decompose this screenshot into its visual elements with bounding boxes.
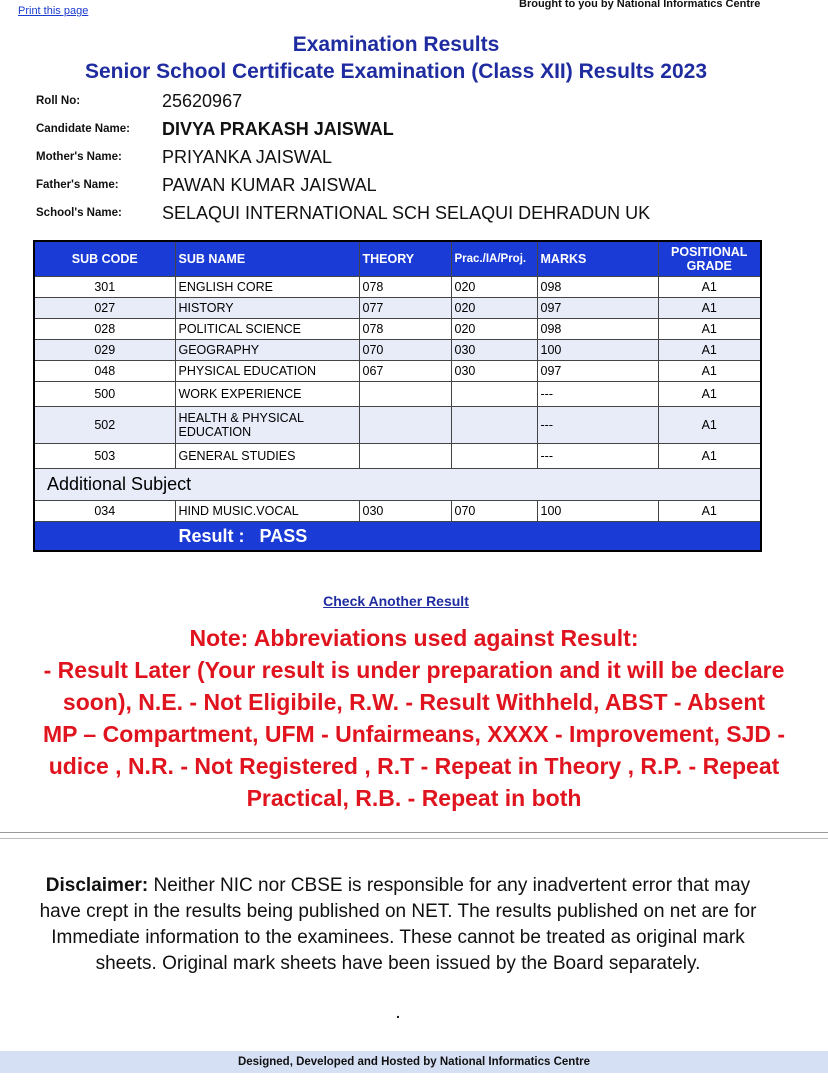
practical-cell [451,382,537,407]
sub-code-cell: 502 [34,407,175,444]
result-spacer-cell [34,522,175,552]
sub-code-cell: 048 [34,361,175,382]
practical-cell: 070 [451,501,537,522]
table-row [34,361,761,382]
col-header-sub-code: SUB CODE [34,241,175,277]
sub-code-cell: 034 [34,501,175,522]
school-name-value: SELAQUI INTERNATIONAL SCH SELAQUI DEHRADUN UK [162,202,651,223]
theory-cell [359,407,451,444]
note-line: MP – Compartment, UFM - Unfairmeans, XXXX - Improvement, SJD - [42,721,786,747]
theory-cell [359,444,451,469]
footer-bar: Designed, Developed and Hosted by National Informatics Centre [0,1051,828,1073]
sub-name-cell: PHYSICAL EDUCATION [175,361,359,382]
marks-cell: --- [537,407,658,444]
father-name-value: PAWAN KUMAR JAISWAL [162,174,377,195]
brought-by-text: Brought to you by National Informatics Centre [519,0,761,10]
table-header-row [34,241,761,277]
marks-cell: 097 [537,361,658,382]
school-name-label: School's Name: [36,207,122,219]
school-name-row [36,200,650,226]
table-row [34,319,761,340]
practical-cell: 020 [451,298,537,319]
sub-name-cell: WORK EXPERIENCE [175,382,359,407]
candidate-name-value: DIVYA PRAKASH JAISWAL [162,118,394,139]
grade-cell: A1 [658,319,761,340]
theory-cell: 067 [359,361,451,382]
sub-code-cell: 028 [34,319,175,340]
sub-code-cell: 503 [34,444,175,469]
col-header-grade: POSITIONAL GRADE [658,241,761,277]
result-cell [175,522,761,552]
table-row [34,277,761,298]
father-name-label: Father's Name: [36,179,119,191]
additional-subject-label: Additional Subject [34,469,761,501]
note-line: - Result Later (Your result is under preparation and it will be declare [43,657,785,683]
marks-cell: 098 [537,319,658,340]
sub-name-cell: GENERAL STUDIES [175,444,359,469]
practical-cell [451,407,537,444]
note-line: Practical, R.B. - Repeat in both [246,785,582,811]
practical-cell [451,444,537,469]
theory-cell: 030 [359,501,451,522]
practical-cell: 030 [451,361,537,382]
sub-name-cell: HEALTH & PHYSICAL EDUCATION [175,407,359,444]
page-title: Examination Results [292,33,500,56]
note-heading: Note: Abbreviations used against Result: [189,625,639,651]
grade-cell: A1 [658,298,761,319]
marks-cell: --- [537,444,658,469]
theory-cell: 078 [359,277,451,298]
grade-cell: A1 [658,340,761,361]
mother-name-label: Mother's Name: [36,151,122,163]
page-subtitle: Senior School Certificate Examination (Class XII) Results 2023 [84,60,708,83]
disclaimer-text [30,873,766,977]
mother-name-row [36,144,332,170]
grade-cell: A1 [658,361,761,382]
divider [0,832,828,833]
roll-value: 25620967 [162,90,243,111]
results-table [33,240,762,552]
sub-name-cell: POLITICAL SCIENCE [175,319,359,340]
candidate-name-label: Candidate Name: [36,123,130,135]
theory-cell [359,382,451,407]
practical-cell: 020 [451,319,537,340]
table-row [34,501,761,522]
roll-row [36,88,242,114]
table-row [34,340,761,361]
col-header-theory: THEORY [359,241,451,277]
print-page-link[interactable]: Print this page [18,5,89,17]
practical-cell: 020 [451,277,537,298]
practical-cell: 030 [451,340,537,361]
note-line: udice , N.R. - Not Registered , R.T - Repeat in Theory , R.P. - Repeat [48,753,780,779]
table-row [34,444,761,469]
grade-cell: A1 [658,444,761,469]
col-header-practical: Prac./IA/Proj. [451,241,537,277]
result-row [34,522,761,552]
marks-cell: 097 [537,298,658,319]
sub-code-cell: 027 [34,298,175,319]
mother-name-value: PRIYANKA JAISWAL [162,146,333,167]
roll-label: Roll No: [36,95,81,107]
additional-subject-row [34,469,761,501]
table-row [34,298,761,319]
theory-cell: 077 [359,298,451,319]
grade-cell: A1 [658,501,761,522]
marks-cell: 100 [537,340,658,361]
marks-cell: 100 [537,501,658,522]
marks-cell: --- [537,382,658,407]
result-label: Result : [178,525,245,546]
sub-code-cell: 301 [34,277,175,298]
father-name-row [36,172,377,198]
marks-cell: 098 [537,277,658,298]
note-line: soon), N.E. - Not Eligibile, R.W. - Result Withheld, ABST - Absent [62,689,766,715]
theory-cell: 078 [359,319,451,340]
table-row [34,382,761,407]
grade-cell: A1 [658,407,761,444]
sub-name-cell: HIND MUSIC.VOCAL [175,501,359,522]
sub-name-cell: GEOGRAPHY [175,340,359,361]
check-another-result-link[interactable]: Check Another Result [323,593,469,609]
disclaimer-body: Neither NIC nor CBSE is responsible for any inadvertent error that may have crept in the results being published on NET. The results published on net are for Immediate information to the examinees. These cannot be treated as original mark sheets. Original mark sheets have been issued by the Board separately. [39,875,757,974]
divider [0,838,828,839]
sub-code-cell: 500 [34,382,175,407]
sub-name-cell: ENGLISH CORE [175,277,359,298]
disclaimer-dot: . [395,1002,401,1023]
grade-cell: A1 [658,382,761,407]
sub-name-cell: HISTORY [175,298,359,319]
theory-cell: 070 [359,340,451,361]
col-header-marks: MARKS [537,241,658,277]
result-value: PASS [259,525,308,546]
candidate-name-row [36,116,394,142]
table-row [34,407,761,444]
col-header-sub-name: SUB NAME [175,241,359,277]
sub-code-cell: 029 [34,340,175,361]
disclaimer-label: Disclaimer: [45,875,149,896]
grade-cell: A1 [658,277,761,298]
